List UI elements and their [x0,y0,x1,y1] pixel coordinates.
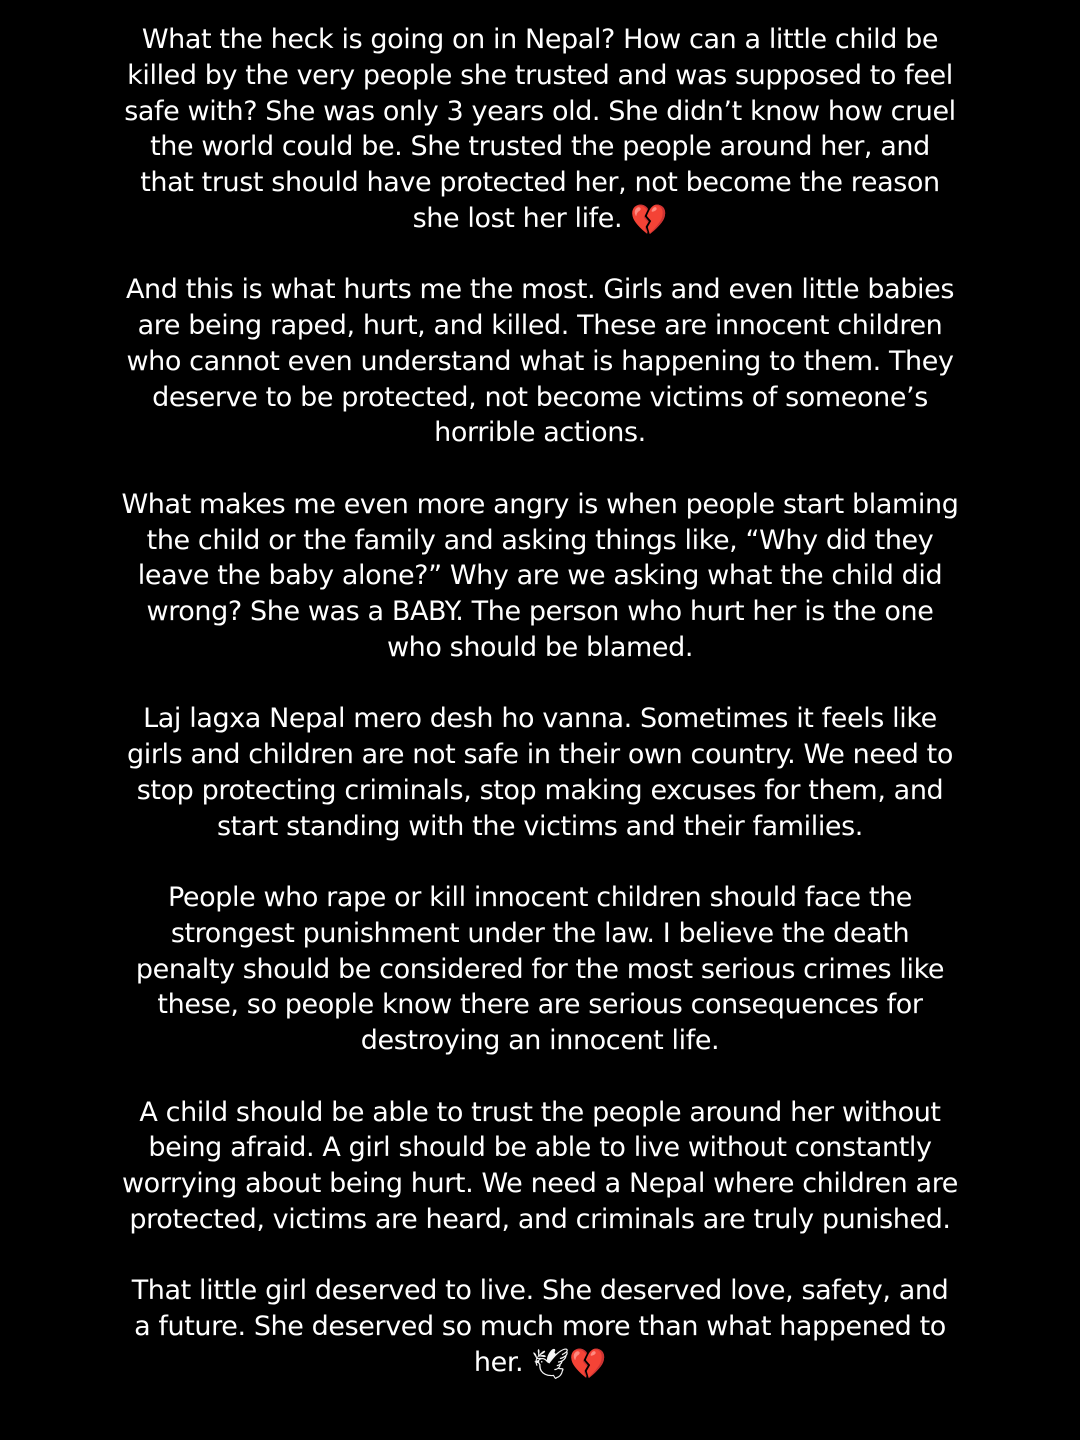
paragraph-7 [120,1273,960,1380]
paragraph-4: Laj lagxa Nepal mero desh ho vanna. Sometimes it feels like girls and children are not safe in their own country. We need to stop protecting criminals, stop making excuses for them, and start standing with the victims and their families. [127,703,953,842]
paragraph-5: People who rape or kill innocent children should face the strongest punishment under the law. I believe the death penalty should be considered for the most serious crimes like these, so people know there are serious consequences for destroying an innocent life. [135,882,945,1056]
paragraph-1-text: What the heck is going on in Nepal? How can a little child be killed by the very people she trusted and was supposed to feel safe with? She was only 3 years old. She didn’t know how cruel the world could be. She trusted the people around her, and that trust should have protected her, not become the reason she lost her life. [124,24,956,234]
broken-heart-icon: 💔 [630,202,668,238]
paragraph-3: What makes me even more angry is when people start blaming the child or the family and asking things like, “Why did they leave the baby alone?” Why are we asking what the child did wrong? She was a BABY. The person who hurt her is the one who should be blamed. [121,488,959,663]
post-text [0,22,1080,1381]
paragraph-7-text: That little girl deserved to live. She deserved love, safety, and a future. She deserved so much more than what happened to her. [131,1275,949,1378]
dove-icon: 🕊 [531,1346,570,1382]
paragraph-6: A child should be able to trust the people around her without being afraid. A girl should be able to live without constantly worrying about being hurt. We need a Nepal where children are protected, victims are heard, and criminals are truly punished. [121,1096,959,1235]
broken-heart-icon: 💔 [569,1346,607,1382]
paragraph-2: And this is what hurts me the most. Girls and even little babies are being raped, hurt, and killed. These are innocent children who cannot even understand what is happening to them. They deserve to be protected, not become victims of someone’s horrible actions. [125,274,955,449]
paragraph-1 [120,22,960,237]
